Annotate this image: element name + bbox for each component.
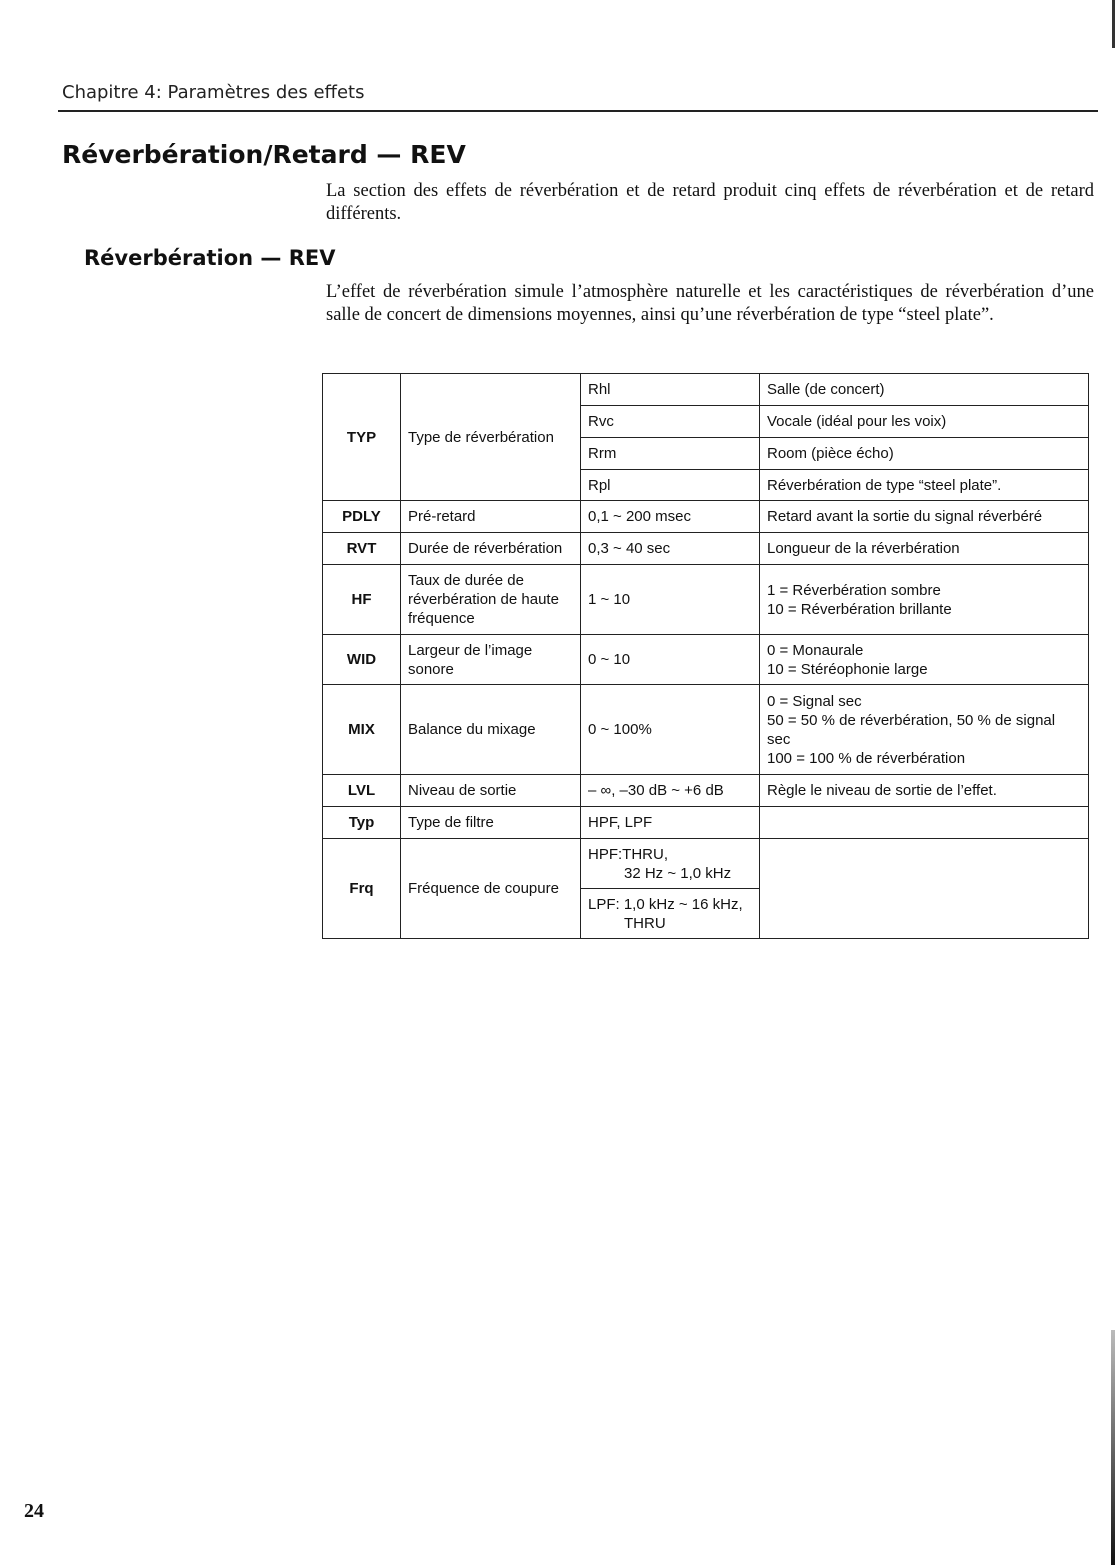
param-label: Type de filtre <box>401 807 581 839</box>
param-description-line: 0 = Signal sec <box>767 692 862 710</box>
param-label: Balance du mixage <box>401 685 581 775</box>
param-description-line: 1 = Réverbération sombre <box>767 581 941 599</box>
param-description <box>760 565 1089 635</box>
table-row <box>323 565 1089 635</box>
param-code: TYP <box>323 374 401 501</box>
page-number: 24 <box>24 1500 44 1522</box>
param-label: Durée de réverbération <box>401 533 581 565</box>
param-range: 0,1 ~ 200 msec <box>581 501 760 533</box>
param-range: 0 ~ 100% <box>581 685 760 775</box>
param-label: Taux de durée de réverbération de haute fréquence <box>401 565 581 635</box>
section-title: Réverbération/Retard — REV <box>62 140 466 169</box>
param-range <box>581 889 760 939</box>
table-row <box>323 635 1089 685</box>
param-range: 0 ~ 10 <box>581 635 760 685</box>
param-description-line: 100 = 100 % de réverbération <box>767 749 966 767</box>
param-code: RVT <box>323 533 401 565</box>
table-row <box>323 501 1089 533</box>
param-range-line: HPF:THRU, <box>588 845 668 863</box>
param-description: Réverbération de type “steel plate”. <box>760 470 1089 501</box>
param-value: Rrm <box>581 438 760 470</box>
param-label: Type de réverbération <box>401 374 581 501</box>
param-code: HF <box>323 565 401 635</box>
param-code: LVL <box>323 775 401 807</box>
table-row <box>323 685 1089 775</box>
param-range-line: THRU <box>624 914 666 932</box>
header-rule <box>58 110 1098 112</box>
param-range: 0,3 ~ 40 sec <box>581 533 760 565</box>
param-code: WID <box>323 635 401 685</box>
parameter-table <box>322 373 1089 939</box>
param-label: Fréquence de coupure <box>401 839 581 939</box>
scan-edge-mark <box>1111 1330 1115 1565</box>
param-code: PDLY <box>323 501 401 533</box>
param-description: Retard avant la sortie du signal réverbéré <box>760 501 1089 533</box>
subsection-title: Réverbération — REV <box>84 246 336 270</box>
param-range-line: 32 Hz ~ 1,0 kHz <box>624 864 732 882</box>
param-label: Niveau de sortie <box>401 775 581 807</box>
param-range: 1 ~ 10 <box>581 565 760 635</box>
param-description-line: 10 = Réverbération brillante <box>767 600 952 618</box>
param-description: Règle le niveau de sortie de l’effet. <box>760 775 1089 807</box>
param-value: Rhl <box>581 374 760 406</box>
param-range <box>581 839 760 889</box>
param-description-line: 0 = Monaurale <box>767 641 864 659</box>
running-header: Chapitre 4: Paramètres des effets <box>62 82 365 103</box>
param-label: Largeur de l’image sonore <box>401 635 581 685</box>
param-description <box>760 635 1089 685</box>
param-label: Pré-retard <box>401 501 581 533</box>
param-code: MIX <box>323 685 401 775</box>
param-description: Vocale (idéal pour les voix) <box>760 406 1089 438</box>
table-row <box>323 807 1089 839</box>
param-description-line: 10 = Stéréophonie large <box>767 660 928 678</box>
table-row <box>323 374 1089 406</box>
section-intro: La section des effets de réverbération et de retard produit cinq effets de réverbération et de retard différents. <box>326 181 1094 224</box>
param-code: Frq <box>323 839 401 939</box>
param-value: Rpl <box>581 470 760 501</box>
param-range: HPF, LPF <box>581 807 760 839</box>
param-description: Room (pièce écho) <box>760 438 1089 470</box>
param-description: Salle (de concert) <box>760 374 1089 406</box>
table-row <box>323 775 1089 807</box>
param-description-empty <box>760 839 1089 939</box>
param-range: – ∞, –30 dB ~ +6 dB <box>581 775 760 807</box>
scan-edge-mark <box>1112 0 1115 48</box>
param-range-line: LPF: 1,0 kHz ~ 16 kHz, <box>588 895 743 913</box>
param-description-line: 50 = 50 % de réverbération, 50 % de signal sec <box>767 711 1056 748</box>
param-description <box>760 685 1089 775</box>
param-description-empty <box>760 807 1089 839</box>
table-row <box>323 533 1089 565</box>
param-description: Longueur de la réverbération <box>760 533 1089 565</box>
param-value: Rvc <box>581 406 760 438</box>
table-row <box>323 839 1089 889</box>
param-code: Typ <box>323 807 401 839</box>
subsection-description: L’effet de réverbération simule l’atmosphère naturelle et les caractéristiques de réverbération d’une salle de concert de dimensions moyennes, ainsi qu’une réverbération de type “steel plate”. <box>326 282 1094 325</box>
